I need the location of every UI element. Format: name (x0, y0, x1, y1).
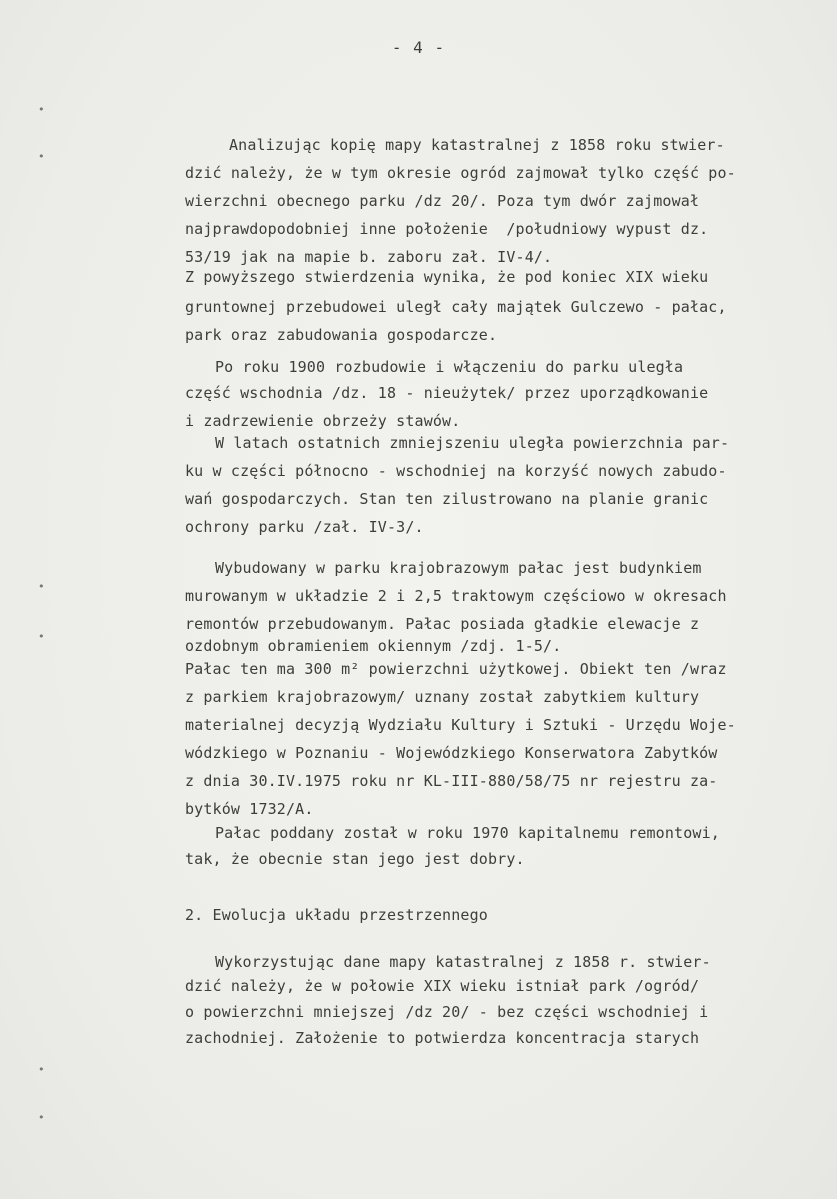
text-line: murowanym w układzie 2 i 2,5 traktowym częściowo w okresach (185, 587, 727, 605)
text-line: Analizując kopię mapy katastralnej z 1858 roku stwier- (229, 136, 725, 154)
punch-mark: • (38, 630, 45, 643)
text-line: ozdobnym obramieniem okiennym /zdj. 1-5/. (185, 637, 562, 655)
text-line: Pałac poddany został w roku 1970 kapitalnemu remontowi, (215, 824, 720, 842)
section-heading: 2. Ewolucja układu przestrzennego (185, 906, 488, 924)
text-line: remontów przebudowanym. Pałac posiada gładkie elewacje z (185, 615, 700, 633)
text-line: Wykorzystując dane mapy katastralnej z 1858 r. stwier- (215, 953, 711, 971)
text-line: część wschodnia /dz. 18 - nieużytek/ przez uporządkowanie (185, 384, 709, 402)
text-line: najprawdopodobniej inne położenie /południowy wypust dz. (185, 220, 709, 238)
text-line: dzić należy, że w połowie XIX wieku istniał park /ogród/ (185, 977, 700, 995)
text-line: wódzkiego w Poznaniu - Wojewódzkiego Konserwatora Zabytków (185, 744, 718, 762)
text-line: wierzchni obecnego parku /dz 20/. Poza tym dwór zajmował (185, 192, 700, 210)
punch-mark: • (38, 1111, 45, 1124)
text-line: wań gospodarczych. Stan ten zilustrowano na planie granic (185, 490, 709, 508)
text-line: Wybudowany w parku krajobrazowym pałac jest budynkiem (215, 559, 702, 577)
text-line: bytków 1732/A. (185, 800, 314, 818)
text-line: z parkiem krajobrazowym/ uznany został zabytkiem kultury (185, 688, 700, 706)
text-line: W latach ostatnich zmniejszeniu uległa powierzchnia par- (215, 434, 730, 452)
text-line: tak, że obecnie stan jego jest dobry. (185, 850, 525, 868)
text-line: Z powyższego stwierdzenia wynika, że pod koniec XIX wieku (185, 268, 709, 286)
page-number: - 4 - (391, 38, 446, 57)
text-line: z dnia 30.IV.1975 roku nr KL-III-880/58/75 nr rejestru za- (185, 772, 718, 790)
punch-mark: • (38, 103, 45, 116)
punch-mark: • (38, 150, 45, 163)
text-line: dzić należy, że w tym okresie ogród zajmował tylko część po- (185, 164, 736, 182)
text-line: zachodniej. Założenie to potwierdza koncentracja starych (185, 1029, 700, 1047)
text-line: ochrony parku /zał. IV-3/. (185, 518, 424, 536)
punch-mark: • (38, 580, 45, 593)
text-line: i zadrzewienie obrzeży stawów. (185, 412, 461, 430)
text-line: Pałac ten ma 300 m² powierzchni użytkowej. Obiekt ten /wraz (185, 660, 727, 678)
text-line: gruntownej przebudowei uległ cały majątek Gulczewo - pałac, (185, 298, 727, 316)
text-line: park oraz zabudowania gospodarcze. (185, 326, 498, 344)
text-line: Po roku 1900 rozbudowie i włączeniu do parku uległa (215, 358, 684, 376)
text-line: 53/19 jak na mapie b. zaboru zał. IV-4/. (185, 248, 553, 266)
punch-mark: • (38, 1063, 45, 1076)
text-line: o powierzchni mniejszej /dz 20/ - bez części wschodniej i (185, 1003, 709, 1021)
text-line: materialnej decyzją Wydziału Kultury i Sztuki - Urzędu Woje- (185, 716, 736, 734)
text-line: ku w części północno - wschodniej na korzyść nowych zabudo- (185, 462, 727, 480)
